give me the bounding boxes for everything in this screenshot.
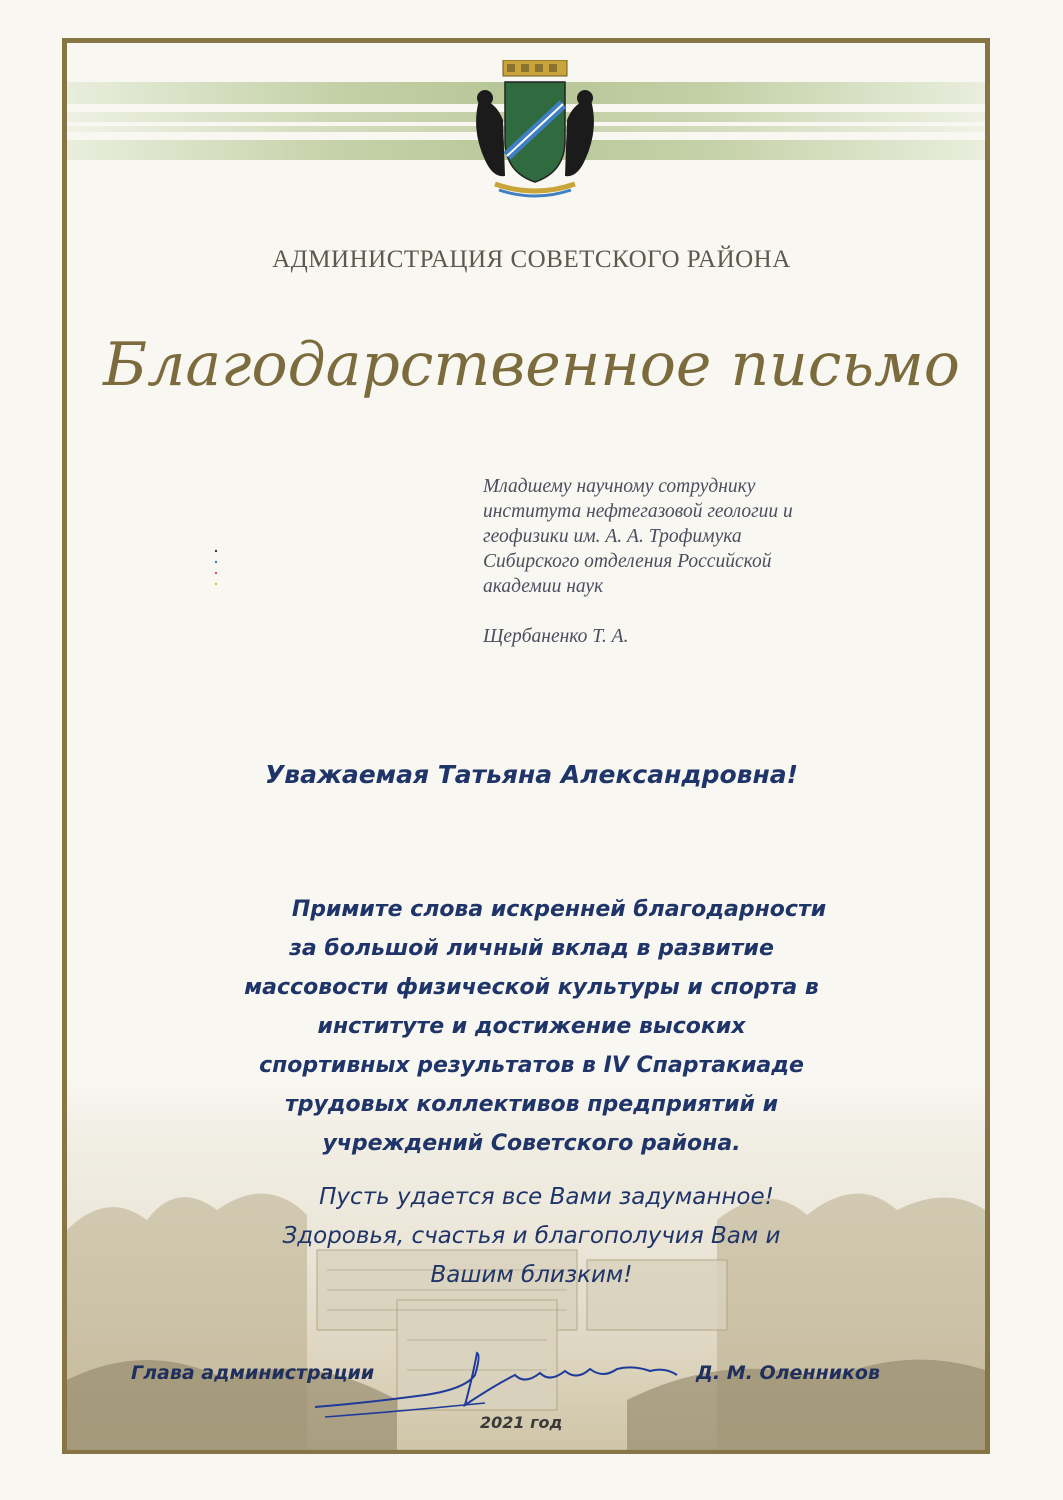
wishes-line: Вашим близким! xyxy=(430,1262,633,1288)
wishes xyxy=(110,1178,953,1295)
signatory-role: Глава администрации xyxy=(131,1362,375,1384)
body-line: учреждений Советского района. xyxy=(322,1131,741,1156)
addressee-line: Младшему научному сотруднику xyxy=(483,476,756,497)
document-title: Благодарственное письмо xyxy=(103,330,960,400)
addressee-name: Щербаненко Т. А. xyxy=(483,626,629,647)
color-dots xyxy=(214,548,218,594)
wishes-line: Пусть удается все Вами задуманное! xyxy=(319,1184,774,1210)
body-line: трудовых коллективов предприятий и xyxy=(284,1092,779,1117)
document-year: 2021 год xyxy=(480,1413,563,1432)
wishes-line: Здоровья, счастья и благополучия Вам и xyxy=(282,1223,781,1249)
body-line: массовости физической культуры и спорта в xyxy=(244,975,819,1000)
addressee-line: Сибирского отделения Российской xyxy=(483,551,772,572)
organization-name: АДМИНИСТРАЦИЯ СОВЕТСКОГО РАЙОНА xyxy=(272,246,791,273)
body-line: институте и достижение высоких xyxy=(317,1014,746,1039)
signatory-name: Д. М. Оленников xyxy=(696,1362,880,1384)
addressee-line: института нефтегазовой геологии и xyxy=(483,501,793,522)
addressee-line: академии наук xyxy=(483,576,604,597)
addressee-block xyxy=(483,474,913,649)
body-line: Примите слова искренней благодарности xyxy=(291,897,827,922)
letter-body xyxy=(110,890,953,1163)
body-line: за большой личный вклад в развитие xyxy=(289,936,774,961)
addressee-line: геофизики им. А. А. Трофимука xyxy=(483,526,742,547)
body-line: спортивных результатов в IV Спартакиаде xyxy=(259,1053,804,1078)
greeting: Уважаемая Татьяна Александровна! xyxy=(264,760,799,789)
